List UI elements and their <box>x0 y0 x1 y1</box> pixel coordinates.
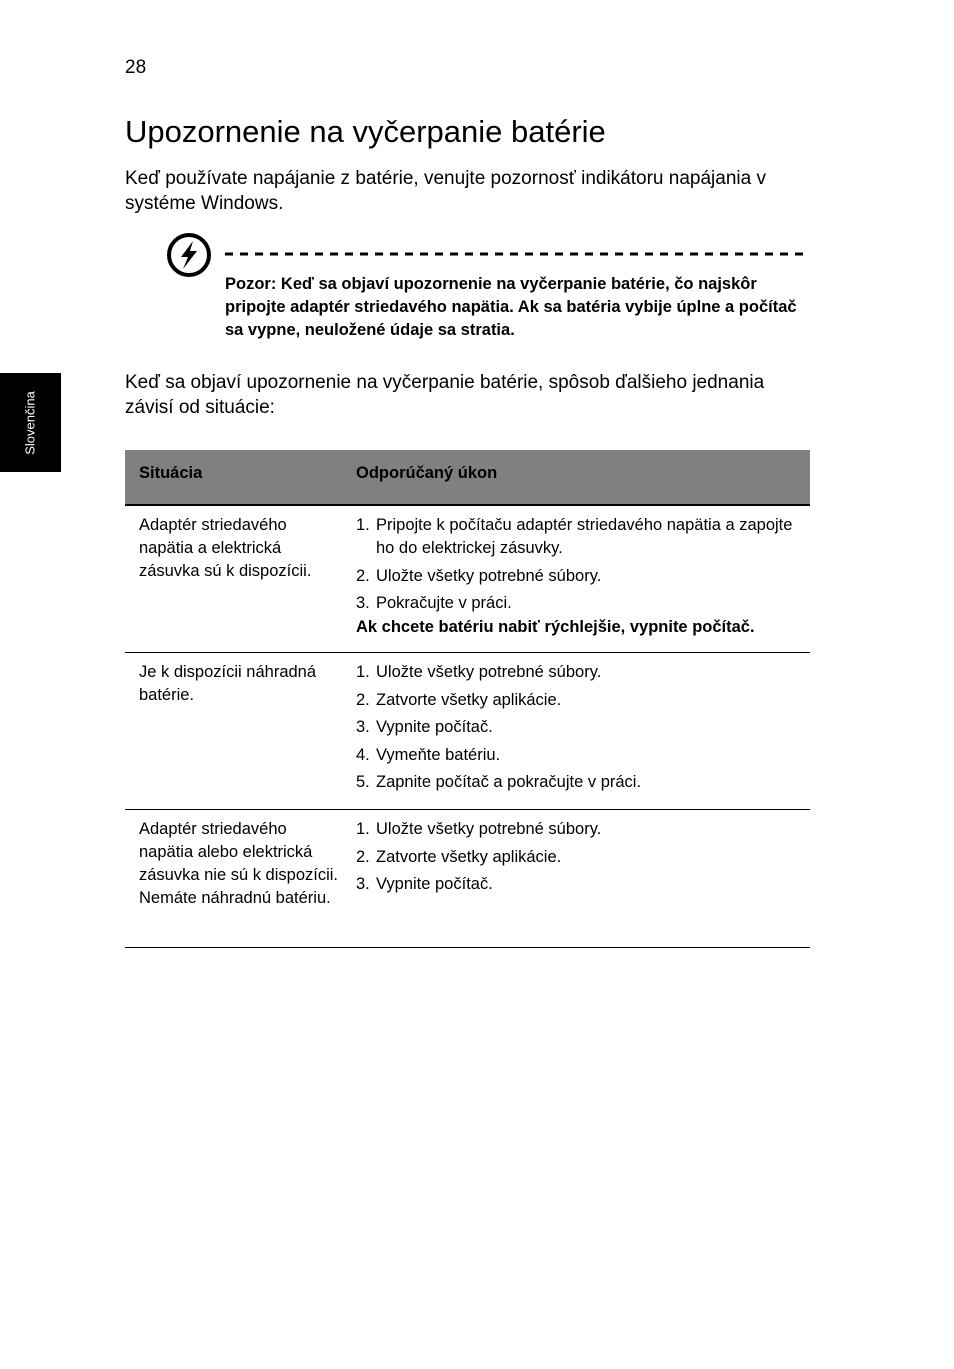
list-item: 3. Vypnite počítač. <box>356 718 493 736</box>
situation-cell: Adaptér striedavého napätia alebo elektrická zásuvka nie sú k dispozícii. Nemáte náhradnú batériu. <box>139 820 339 907</box>
list-item: 1. Uložte všetky potrebné súbory. <box>356 820 602 838</box>
action-cell <box>356 661 806 799</box>
table-row <box>125 810 810 948</box>
list-item: 4. Vymeňte batériu. <box>356 745 501 764</box>
action-note: Ak chcete batériu nabiť rýchlejšie, vypnite počítač. <box>356 617 755 636</box>
situation-paragraph: Keď sa objaví upozornenie na vyčerpanie batérie, spôsob ďalšieho jednania závisí od situácie: <box>125 372 765 418</box>
header-situation: Situácia <box>139 464 203 482</box>
list-item: 2. Zatvorte všetky aplikácie. <box>356 690 562 709</box>
list-item: 3. Pokračujte v práci. <box>356 594 512 612</box>
situation-cell: Je k dispozícii náhradná batérie. <box>139 663 317 704</box>
list-item: 3. Vypnite počítač. <box>356 875 493 893</box>
warning-divider <box>225 252 810 256</box>
table-header <box>125 450 810 506</box>
page-title: Upozornenie na vyčerpanie batérie <box>125 114 606 149</box>
battery-actions-table <box>125 450 810 948</box>
list-item: 1. Pripojte k počítaču adaptér striedavého napätia a zapojte ho do elektrickej zásuvky. <box>356 516 793 557</box>
lightning-warning-icon <box>166 232 212 278</box>
action-cell <box>356 514 806 639</box>
language-side-tab <box>0 373 61 472</box>
language-side-tab-label: Slovenčina <box>22 391 38 455</box>
list-item: 5. Zapnite počítač a pokračujte v práci. <box>356 773 642 791</box>
header-action: Odporúčaný úkon <box>356 464 498 482</box>
situation-cell: Adaptér striedavého napätia a elektrická zásuvka sú k dispozícii. <box>139 516 312 580</box>
action-cell <box>356 818 806 901</box>
list-item: 2. Zatvorte všetky aplikácie. <box>356 847 562 866</box>
table-row <box>125 653 810 810</box>
table-row <box>125 506 810 653</box>
intro-paragraph: Keď používate napájanie z batérie, venujte pozornosť indikátoru napájania v systéme Windows. <box>125 168 766 214</box>
list-item: 1. Uložte všetky potrebné súbory. <box>356 663 602 681</box>
list-item: 2. Uložte všetky potrebné súbory. <box>356 566 602 585</box>
warning-text: Pozor: Keď sa objaví upozornenie na vyčerpanie batérie, čo najskôr pripojte adaptér striedavého napätia. Ak sa batéria vybije úplne a počítač sa vypne, neuložené údaje sa stratia. <box>225 275 797 339</box>
page-number: 28 <box>125 57 147 78</box>
